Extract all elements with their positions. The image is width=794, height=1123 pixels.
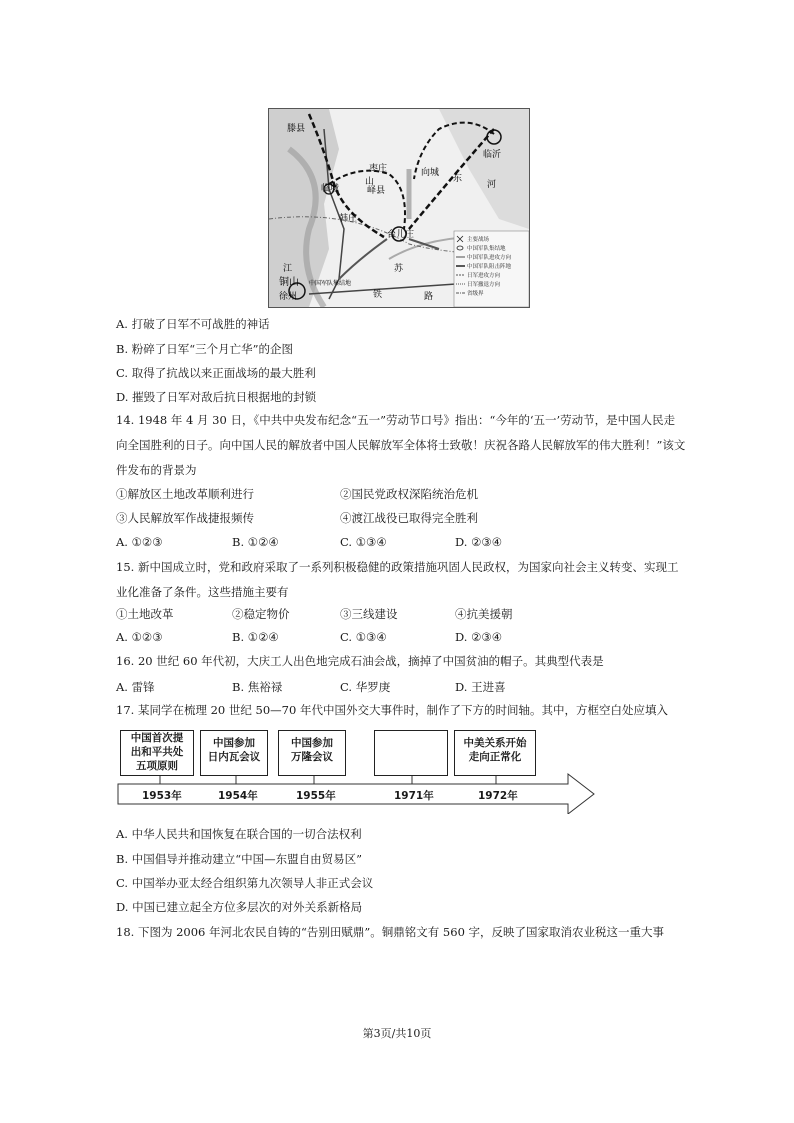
place-label: 峄县	[367, 186, 386, 196]
q16-choice-b: B. 焦裕禄	[232, 680, 283, 694]
timeline-event-1953	[120, 730, 194, 776]
q17-option-d: D. 中国已建立起全方位多层次的对外关系新格局	[116, 900, 363, 914]
q17-option-b: B. 中国倡导并推动建立“中国—东盟自由贸易区”	[116, 852, 363, 866]
timeline-year: 1972年	[478, 790, 518, 802]
timeline-event-line: 五项原则	[136, 760, 178, 772]
q14-item-1: ①解放区土地改革顺利进行	[116, 487, 254, 501]
place-label: 中国军队集结地	[309, 280, 352, 287]
timeline-blank-box	[374, 730, 448, 776]
q14-item-3: ③人民解放军作战捷报频传	[116, 511, 254, 525]
timeline-event-line: 中美关系开始	[463, 737, 527, 749]
q15-stem: 15. 新中国成立时，党和政府采取了一系列积极稳健的政策措施巩固人民政权，为国家向社会主义转变、实现工业化准备了条件。这些措施主要有	[116, 560, 679, 599]
q13-option-c: C. 取得了抗战以来正面战场的最大胜利	[116, 366, 316, 380]
q17-option-a: A. 中华人民共和国恢复在联合国的一切合法权利	[116, 827, 362, 841]
q14-stem: 14. 1948 年 4 月 30 日，《中共中央发布纪念“五一”劳动节口号》指出：“今年的‘五一’劳动节，是中国人民走向全国胜利的日子。向中国人民的解放者中国人民解放军全体将士致敬！庆祝各路人民解放军的伟大胜利！”该文件发布的背景为	[116, 413, 686, 477]
q16-choice-d: D. 王进喜	[455, 680, 506, 694]
legend-item: 省级界	[467, 291, 484, 297]
timeline-event-line: 中国参加	[291, 737, 333, 749]
timeline-event-line: 出和平共处	[130, 746, 184, 758]
legend-item: 中国军队进攻方向	[467, 255, 512, 261]
place-label: 河	[487, 180, 497, 190]
place-label: 铁	[373, 290, 383, 300]
diplomacy-timeline	[116, 728, 596, 814]
legend-item: 中国军队集结地	[467, 246, 506, 252]
q16-choice-a: A. 雷锋	[116, 680, 155, 694]
timeline-year: 1955年	[296, 790, 336, 802]
timeline-event-1955	[278, 730, 346, 776]
q15-item-2: ②稳定物价	[232, 607, 290, 621]
timeline-event-1972	[454, 730, 536, 776]
q15-item-3: ③三线建设	[340, 607, 398, 621]
q16-stem: 16. 20 世纪 60 年代初，大庆工人出色地完成石油会战，摘掉了中国贫油的帽子。其典型代表是	[116, 654, 604, 668]
timeline-event-line: 中国首次提	[130, 732, 184, 744]
q15-choice-c: C. ①③④	[340, 630, 387, 644]
timeline-event-line: 日内瓦会议	[207, 751, 261, 763]
place-label: 铜山	[279, 277, 299, 288]
legend-item: 日军进攻方向	[467, 273, 501, 279]
legend-item: 中国军队阻击阵地	[467, 264, 512, 270]
place-label: 韩庄	[339, 214, 358, 224]
place-label: 苏	[394, 264, 404, 274]
place-label: 路	[424, 292, 434, 302]
q14-item-2: ②国民党政权深陷统治危机	[340, 487, 478, 501]
timeline-event-line: 万隆会议	[291, 751, 333, 763]
place-label: 山	[365, 177, 375, 187]
q14-item-4: ④渡江战役已取得完全胜利	[340, 511, 478, 525]
page-number: 第3页/共10页	[362, 1027, 432, 1040]
q14-choice-d: D. ②③④	[455, 535, 503, 549]
q15-item-1: ①土地改革	[116, 607, 174, 621]
q17-option-c: C. 中国举办亚太经合组织第九次领导人非正式会议	[116, 876, 374, 890]
timeline-year: 1953年	[142, 790, 182, 802]
q15-choice-d: D. ②③④	[455, 630, 503, 644]
q17-stem: 17. 某同学在梳理 20 世纪 50—70 年代中国外交大事件时，制作了下方的时间轴。其中，方框空白处应填入	[116, 703, 668, 717]
place-label: 枣庄	[369, 164, 388, 174]
place-label: 滕县	[287, 124, 306, 134]
q15-item-4: ④抗美援朝	[455, 607, 513, 621]
place-label: 徐州	[279, 292, 298, 302]
timeline-year: 1954年	[218, 790, 258, 802]
timeline-year: 1971年	[394, 790, 434, 802]
timeline-event-1954	[200, 730, 268, 776]
legend-item: 主要战场	[467, 237, 490, 243]
legend-item: 日军撤退方向	[467, 282, 501, 288]
q14-choice-c: C. ①③④	[340, 535, 387, 549]
timeline-event-line: 走向正常化	[468, 751, 522, 763]
q15-choice-a: A. ①②③	[116, 630, 163, 644]
battle-map	[268, 108, 530, 308]
place-label: 台儿庄	[387, 230, 415, 240]
q13-option-b: B. 粉碎了日军“三个月亡华”的企图	[116, 342, 294, 356]
q14-choice-a: A. ①②③	[116, 535, 163, 549]
q13-option-d: D. 摧毁了日军对敌后抗日根据地的封锁	[116, 390, 317, 404]
place-label: 江	[283, 264, 293, 274]
place-label: 向城	[421, 168, 440, 178]
q14-choice-b: B. ①②④	[232, 535, 279, 549]
q18-stem: 18. 下图为 2006 年河北农民自铸的“告别田赋鼎”。铜鼎铭文有 560 字，反映了国家取消农业税这一重大事	[116, 925, 665, 939]
q15-choice-b: B. ①②④	[232, 630, 279, 644]
place-label: 临城	[321, 184, 340, 194]
place-label: 东	[453, 174, 463, 184]
q13-option-a: A. 打破了日军不可战胜的神话	[116, 317, 270, 331]
timeline-event-line: 中国参加	[213, 737, 255, 749]
place-label: 临沂	[483, 150, 502, 160]
q16-choice-c: C. 华罗庚	[340, 680, 391, 694]
